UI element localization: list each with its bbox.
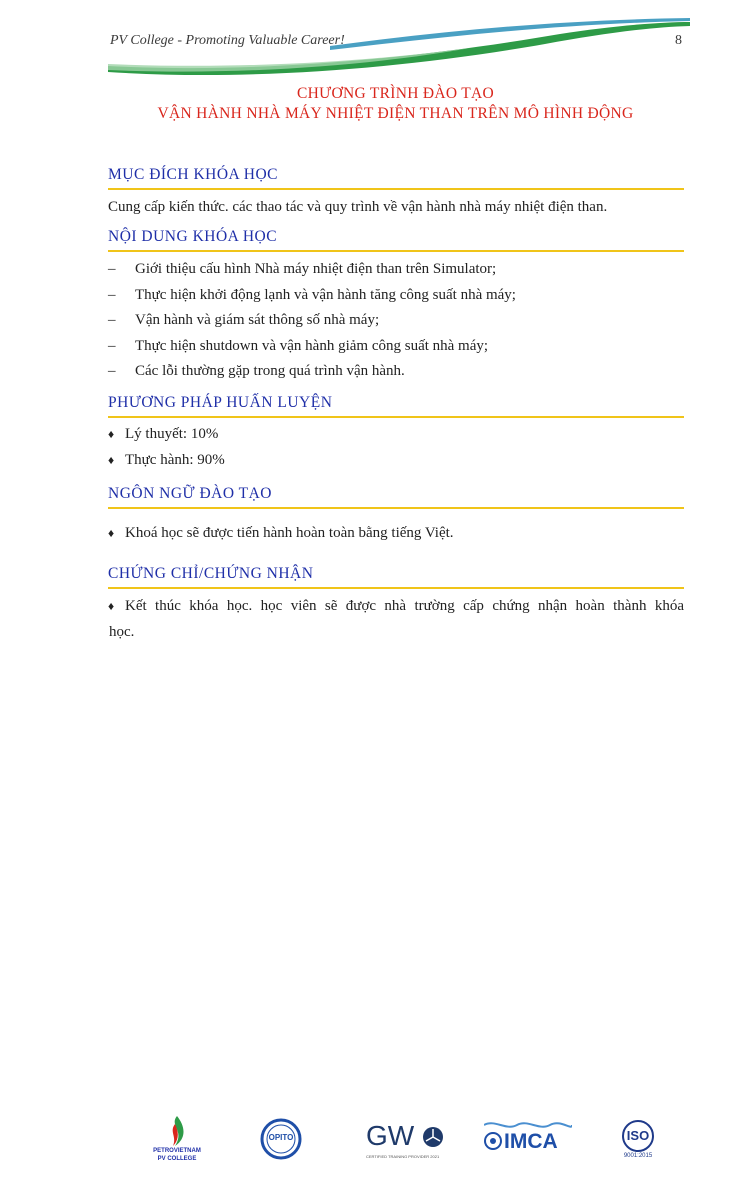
certificate-text-line-1: Kết thúc khóa học. học viên sẽ được nhà trường cấp chứng nhận hoàn thành khóa: [125, 598, 684, 614]
gwo-subtitle: CERTIFIED TRAINING PROVIDER 2021: [366, 1154, 440, 1159]
list-item-text: Thực hành: 90%: [125, 451, 225, 468]
imca-globe-icon: [484, 1132, 502, 1150]
list-item-text: Các lỗi thường gặp trong quá trình vận hành.: [135, 363, 405, 379]
opito-text: OPITO: [268, 1133, 294, 1142]
petrovietnam-logo: [155, 1114, 199, 1170]
list-item: [108, 448, 684, 474]
section-body-language: [108, 521, 684, 547]
language-text: Khoá học sẽ được tiến hành hoàn toàn bằng tiếng Việt.: [125, 525, 454, 541]
list-item-text: Thực hiện shutdown và vận hành giảm công suất nhà máy;: [135, 337, 489, 354]
wind-turbine-icon: [422, 1126, 444, 1148]
list-item: [108, 334, 684, 360]
list-item-text: Thực hiện khởi động lạnh và vận hành tăng công suất nhà máy;: [135, 286, 516, 303]
header-tagline: PV College - Promoting Valuable Career!: [110, 33, 345, 48]
title-line-2: VẬN HÀNH NHÀ MÁY NHIỆT ĐIỆN THAN TRÊN MÔ HÌNH ĐỘNG: [157, 105, 634, 122]
list-item-text: Vận hành và giám sát thông số nhà máy;: [135, 312, 380, 328]
dash-bullet: –: [108, 261, 116, 277]
flame-icon: [155, 1114, 199, 1148]
title-line-1: CHƯƠNG TRÌNH ĐÀO TẠO: [297, 85, 494, 102]
list-item: [108, 283, 684, 309]
section-body-purpose: [108, 196, 684, 218]
list-item: [108, 359, 684, 385]
section-heading-method: PHƯƠNG PHÁP HUẤN LUYỆN: [108, 394, 684, 418]
list-item-text: Lý thuyết: 10%: [125, 426, 219, 442]
list-item: [108, 308, 684, 334]
dash-bullet: –: [108, 337, 116, 354]
section-body-certificate: [108, 594, 684, 645]
dash-bullet: –: [108, 363, 116, 379]
list-item: [108, 521, 684, 547]
opito-logo: [260, 1118, 302, 1160]
list-item: [108, 257, 684, 283]
gwo-text: GW: [366, 1120, 415, 1151]
iso-subtitle: 9001:2015: [623, 1153, 653, 1159]
dash-bullet: –: [108, 312, 116, 328]
section-heading-certificate: CHỨNG CHỈ/CHỨNG NHẬN: [108, 565, 684, 589]
section-heading-purpose: MỤC ĐÍCH KHÓA HỌC: [108, 166, 684, 190]
list-item: [108, 594, 684, 620]
purpose-text: Cung cấp kiến thức. các thao tác và quy trình về vận hành nhà máy nhiệt điện than.: [108, 199, 608, 215]
petrovietnam-text: PETROVIETNAM: [153, 1148, 201, 1154]
imca-logo: [484, 1118, 572, 1158]
section-body-method: [108, 422, 684, 473]
list-item: [108, 422, 684, 448]
document-title: [108, 84, 683, 124]
imca-text: IMCA: [504, 1130, 558, 1153]
dash-bullet: –: [108, 286, 116, 303]
iso-logo: [618, 1120, 658, 1164]
diamond-bullet-icon: ♦: [108, 526, 115, 540]
diamond-bullet-icon: ♦: [108, 427, 115, 441]
diamond-bullet-icon: ♦: [108, 599, 115, 613]
page-header: [0, 0, 753, 80]
iso-text: ISO: [626, 1128, 650, 1143]
gwo-logo: [366, 1122, 446, 1162]
certificate-text-line-2: học.: [109, 623, 135, 640]
list-item-text: Giới thiệu cấu hình Nhà máy nhiệt điện than trên Simulator;: [135, 261, 497, 277]
footer-logos: [0, 1110, 753, 1170]
section-heading-language: NGÔN NGỮ ĐÀO TẠO: [108, 485, 684, 509]
pvcollege-text: PV COLLEGE: [157, 1156, 197, 1162]
section-body-content: [108, 257, 684, 385]
page-number: 8: [675, 33, 682, 48]
diamond-bullet-icon: ♦: [108, 452, 115, 467]
section-heading-content: NỘI DUNG KHÓA HỌC: [108, 228, 684, 252]
